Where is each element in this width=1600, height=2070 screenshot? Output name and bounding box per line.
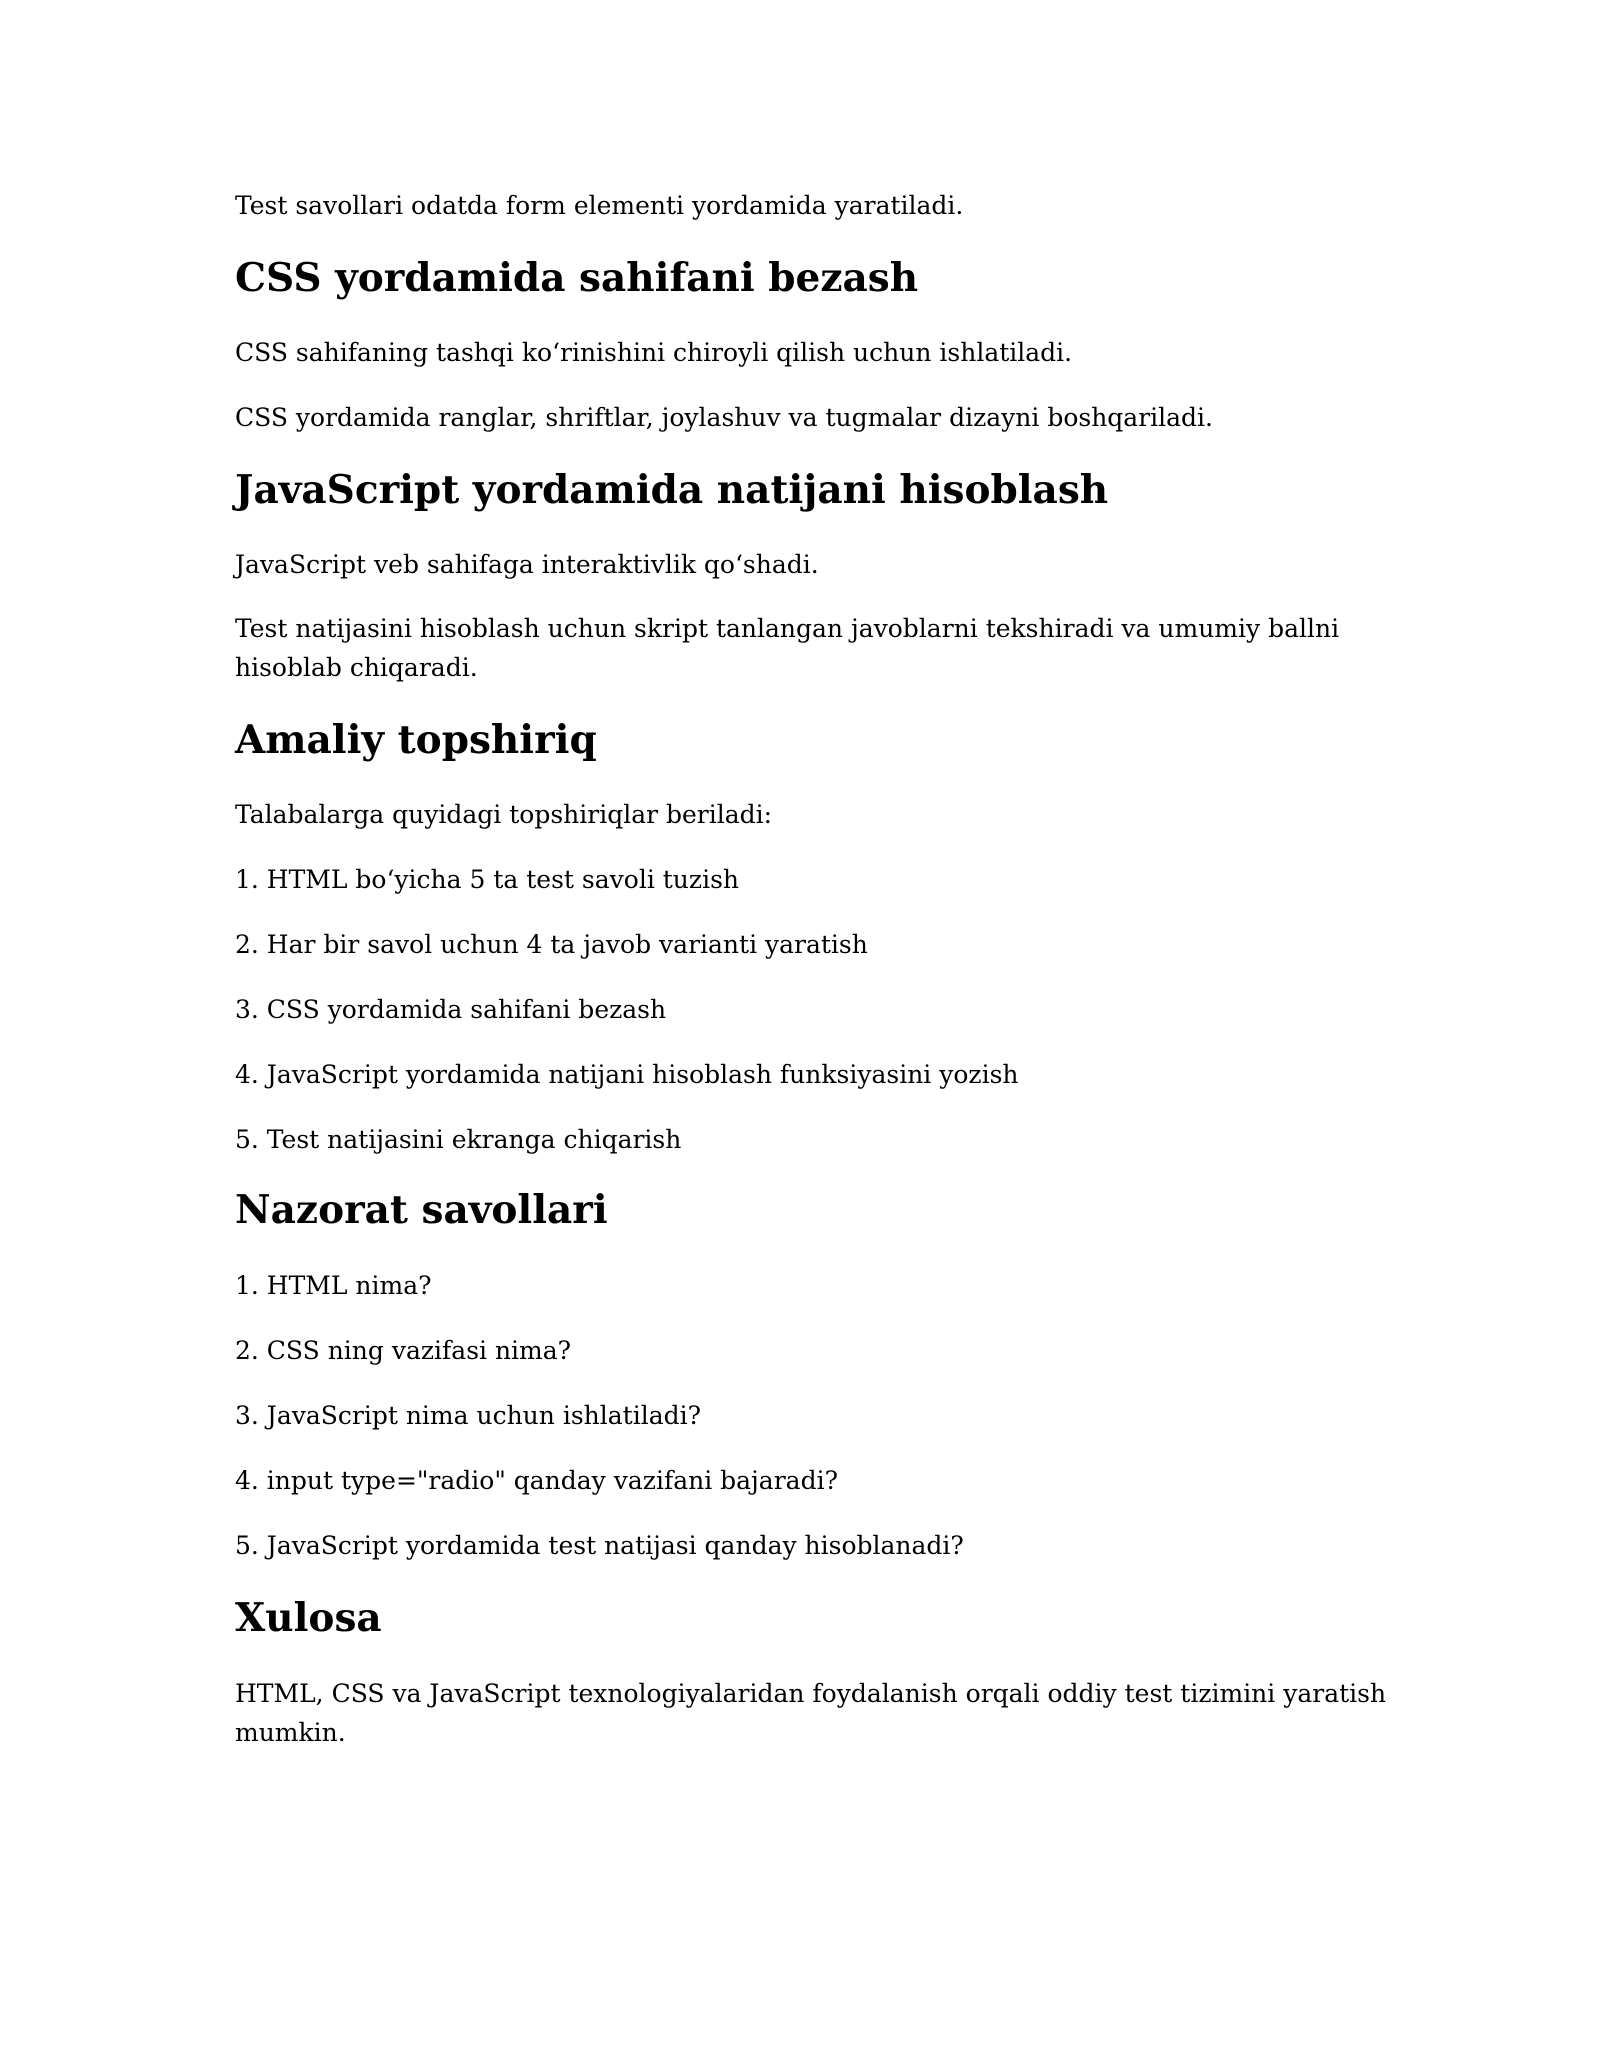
practical-item-1: 1. HTML bo‘yicha 5 ta test savoli tuzish: [235, 865, 740, 894]
control-question-1: 1. HTML nima?: [235, 1271, 432, 1300]
conclusion-line-2: mumkin.: [235, 1718, 346, 1747]
practical-item-5: 5. Test natijasini ekranga chiqarish: [235, 1125, 682, 1154]
heading-js-section: JavaScript yordamida natijani hisoblash: [235, 467, 1109, 513]
practical-item-3: 3. CSS yordamida sahifani bezash: [235, 995, 667, 1024]
control-question-2: 2. CSS ning vazifasi nima?: [235, 1336, 572, 1365]
control-question-3: 3. JavaScript nima uchun ishlatiladi?: [235, 1401, 702, 1430]
heading-practical-task: Amaliy topshiriq: [235, 717, 597, 763]
practical-intro: Talabalarga quyidagi topshiriqlar beriladi:: [235, 800, 773, 829]
css-paragraph-2: CSS yordamida ranglar, shriftlar, joylashuv va tugmalar dizayni boshqariladi.: [235, 403, 1214, 432]
control-question-4: 4. input type="radio" qanday vazifani bajaradi?: [235, 1466, 838, 1495]
practical-item-4: 4. JavaScript yordamida natijani hisoblash funksiyasini yozish: [235, 1060, 1019, 1089]
js-paragraph-1: JavaScript veb sahifaga interaktivlik qo‘shadi.: [235, 550, 819, 579]
js-paragraph-2-line-2: hisoblab chiqaradi.: [235, 653, 478, 682]
heading-css-section: CSS yordamida sahifani bezash: [235, 255, 919, 301]
css-paragraph-1: CSS sahifaning tashqi ko‘rinishini chiroyli qilish uchun ishlatiladi.: [235, 338, 1073, 367]
control-question-5: 5. JavaScript yordamida test natijasi qanday hisoblanadi?: [235, 1531, 964, 1560]
intro-paragraph: Test savollari odatda form elementi yordamida yaratiladi.: [235, 191, 964, 220]
heading-conclusion: Xulosa: [235, 1595, 382, 1641]
conclusion-line-1: HTML, CSS va JavaScript texnologiyalaridan foydalanish orqali oddiy test tizimini yaratish: [235, 1679, 1387, 1708]
js-paragraph-2-line-1: Test natijasini hisoblash uchun skript tanlangan javoblarni tekshiradi va umumiy ballni: [235, 614, 1340, 643]
practical-item-2: 2. Har bir savol uchun 4 ta javob varianti yaratish: [235, 930, 868, 959]
heading-control-questions: Nazorat savollari: [235, 1187, 608, 1233]
